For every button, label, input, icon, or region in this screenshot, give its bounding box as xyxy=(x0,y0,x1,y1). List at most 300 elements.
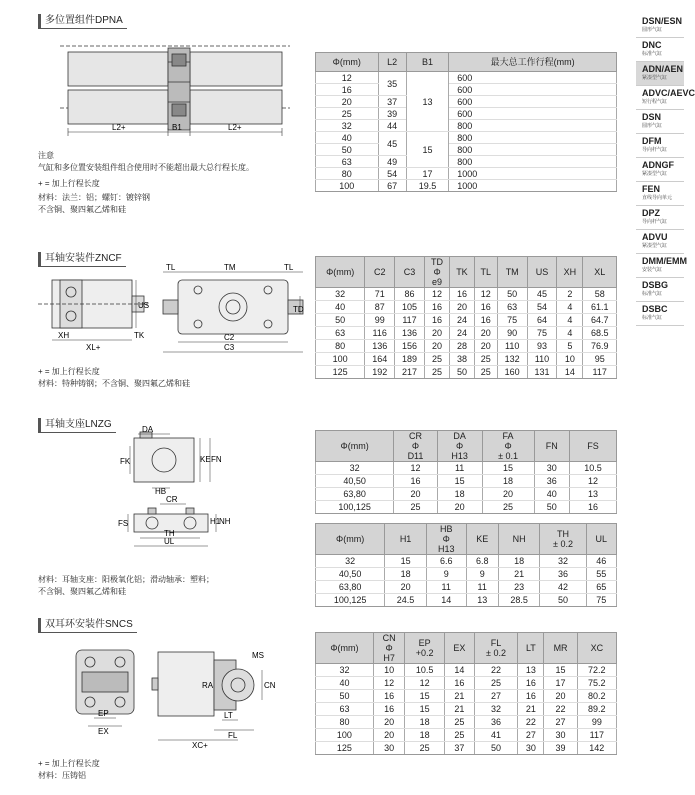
dpna-table xyxy=(315,52,617,192)
table-cell: 40 xyxy=(316,132,379,144)
table-cell: 32 xyxy=(474,703,518,716)
table-cell: 17 xyxy=(544,677,577,690)
material-line-2: 不含铜、聚四氟乙烯和硅 xyxy=(38,587,126,596)
dim-l2-left: L2+ xyxy=(112,123,126,132)
column-header: C3 xyxy=(395,257,425,288)
lnzg-drawing xyxy=(100,425,231,552)
table-cell: 20 xyxy=(482,488,534,501)
sidebar-item-dfm[interactable] xyxy=(636,134,684,158)
table-cell: 63,80 xyxy=(316,488,394,501)
sidebar-item-sub: 标准气缸 xyxy=(642,315,663,321)
column-header: XH xyxy=(557,257,583,288)
table-cell: 116 xyxy=(365,327,395,340)
dim-tl-right: TL xyxy=(284,263,294,272)
table-cell: 27 xyxy=(518,729,544,742)
table-cell: 22 xyxy=(518,716,544,729)
table-cell: 16 xyxy=(570,501,617,514)
table-cell: 19.5 xyxy=(406,180,448,192)
column-header: FA Φ ± 0.1 xyxy=(482,431,534,462)
table-cell: 16 xyxy=(474,314,497,327)
table-cell: 24.5 xyxy=(385,594,427,607)
table-cell: 22 xyxy=(544,703,577,716)
table-cell: 600 xyxy=(449,108,617,120)
table-cell: 25 xyxy=(474,353,497,366)
dpna-note xyxy=(38,150,254,216)
table-cell: 16 xyxy=(445,677,475,690)
table-cell: 164 xyxy=(365,353,395,366)
table-cell: 4 xyxy=(557,327,583,340)
dim-hb: HB xyxy=(155,487,167,496)
table-cell: 36 xyxy=(534,475,569,488)
table-cell: 86 xyxy=(395,288,425,301)
table-cell: 25 xyxy=(445,729,475,742)
table-row xyxy=(316,144,617,156)
table-cell: 32 xyxy=(316,664,374,677)
table-row xyxy=(316,288,617,301)
table-cell: 10 xyxy=(557,353,583,366)
sidebar-item-sub: 紧凑型气缸 xyxy=(642,243,668,249)
table-row xyxy=(316,555,617,568)
table-cell: 13 xyxy=(466,594,498,607)
table-cell: 80 xyxy=(316,340,365,353)
table-cell: 50 xyxy=(540,594,586,607)
table-cell: 72.2 xyxy=(577,664,616,677)
table-cell: 1000 xyxy=(449,168,617,180)
table-cell: 15 xyxy=(544,664,577,677)
table-cell: 30 xyxy=(373,742,404,755)
note-text: 气缸和多位置安装组件组合使用时不能超出最大总行程长度。 xyxy=(38,163,254,172)
table-cell: 12 xyxy=(424,288,449,301)
sidebar-item-sub: 安装气缸 xyxy=(642,267,663,273)
dim-ex: EX xyxy=(98,727,109,736)
sidebar-item-sub: 直线导向单元 xyxy=(642,195,673,201)
sidebar-item-code: ADVC/AEVC xyxy=(642,88,695,98)
table-cell: 80 xyxy=(316,168,379,180)
table-cell: 100 xyxy=(316,180,379,192)
table-cell: 15 xyxy=(405,690,445,703)
dim-cr: CR xyxy=(166,495,178,504)
table-cell: 20 xyxy=(474,340,497,353)
table-cell: 21 xyxy=(445,690,475,703)
table-cell: 76.9 xyxy=(583,340,617,353)
table-cell: 63 xyxy=(316,703,374,716)
table-cell: 5 xyxy=(557,340,583,353)
sidebar-item-code: DNC xyxy=(642,40,662,50)
table-header-row xyxy=(316,431,617,462)
table-cell: 25 xyxy=(482,501,534,514)
table-cell: 75 xyxy=(527,327,557,340)
column-header: L2 xyxy=(378,53,406,72)
table-cell: 67 xyxy=(378,180,406,192)
table-cell: 30 xyxy=(518,742,544,755)
table-row xyxy=(316,366,617,379)
table-cell: 61.1 xyxy=(583,301,617,314)
material-line-2: 不含铜、聚四氟乙烯和硅 xyxy=(38,205,126,214)
table-cell: 12 xyxy=(316,72,379,84)
table-cell: 89.2 xyxy=(577,703,616,716)
sidebar-item-code: ADVU xyxy=(642,232,668,242)
product-sidebar xyxy=(636,14,695,326)
dim-ra: RA xyxy=(202,681,214,690)
table-row xyxy=(316,132,617,144)
dim-ul: UL xyxy=(164,537,175,546)
sidebar-item-code: DSBC xyxy=(642,304,668,314)
sidebar-item-code: ADN/AEN xyxy=(642,64,684,74)
table-cell: 20 xyxy=(373,716,404,729)
lnzg-table-1 xyxy=(315,430,617,514)
table-cell: 1000 xyxy=(449,180,617,192)
sidebar-item-code: DMM/EMM xyxy=(642,256,687,266)
table-cell: 63,80 xyxy=(316,581,385,594)
table-cell: 71 xyxy=(365,288,395,301)
table-cell: 20 xyxy=(544,690,577,703)
table-cell: 13 xyxy=(518,664,544,677)
table-cell: 125 xyxy=(316,366,365,379)
dim-h1: H1 xyxy=(210,517,221,526)
table-cell: 21 xyxy=(518,703,544,716)
zncf-drawing xyxy=(38,263,308,358)
table-cell: 20 xyxy=(424,340,449,353)
sidebar-item-code: DPZ xyxy=(642,208,660,218)
dim-ms: MS xyxy=(252,651,264,660)
table-cell: 45 xyxy=(378,132,406,156)
sidebar-item-code: ADNGF xyxy=(642,160,674,170)
table-cell: 10.5 xyxy=(570,462,617,475)
table-cell: 63 xyxy=(497,301,527,314)
table-row xyxy=(316,353,617,366)
table-cell: 25 xyxy=(424,353,449,366)
table-cell: 600 xyxy=(449,72,617,84)
material-line: 材料：压铸铝 xyxy=(38,771,86,780)
table-cell: 110 xyxy=(497,340,527,353)
table-cell: 39 xyxy=(378,108,406,120)
table-cell: 136 xyxy=(365,340,395,353)
dim-tk: TK xyxy=(134,331,145,340)
table-cell: 75.2 xyxy=(577,677,616,690)
column-header: H1 xyxy=(385,524,427,555)
table-cell: 54 xyxy=(378,168,406,180)
table-cell: 58 xyxy=(583,288,617,301)
table-cell: 15 xyxy=(482,462,534,475)
table-row xyxy=(316,664,617,677)
table-row xyxy=(316,462,617,475)
column-header: Φ(mm) xyxy=(316,53,379,72)
sidebar-item-sub: 紧凑型气缸 xyxy=(642,75,668,81)
sncs-table xyxy=(315,632,617,755)
table-cell: 20 xyxy=(385,581,427,594)
table-cell: 32 xyxy=(540,555,586,568)
table-row xyxy=(316,690,617,703)
sidebar-item-sub: 圆形气缸 xyxy=(642,123,663,129)
table-cell: 4 xyxy=(557,301,583,314)
table-cell: 40,50 xyxy=(316,568,385,581)
dim-fn: FN xyxy=(211,455,222,464)
column-header: UL xyxy=(586,524,617,555)
table-cell: 11 xyxy=(426,581,466,594)
table-cell: 75 xyxy=(497,314,527,327)
table-row xyxy=(316,156,617,168)
material-line-1: 材料：耳轴支座：阳极氧化铝；滑动轴承：塑料； xyxy=(38,575,214,584)
dim-c2: C2 xyxy=(224,333,235,342)
table-cell: 2 xyxy=(557,288,583,301)
table-cell: 20 xyxy=(316,96,379,108)
table-cell: 50 xyxy=(534,501,569,514)
column-header: B1 xyxy=(406,53,448,72)
table-cell: 32 xyxy=(316,462,394,475)
sidebar-item-sub: 短行程气缸 xyxy=(642,99,668,105)
table-cell: 125 xyxy=(316,742,374,755)
column-header: FL ± 0.2 xyxy=(474,633,518,664)
sidebar-item-dnc[interactable] xyxy=(636,38,684,62)
table-cell: 800 xyxy=(449,144,617,156)
column-header: HB Φ H13 xyxy=(426,524,466,555)
table-cell: 50 xyxy=(450,366,475,379)
table-cell: 192 xyxy=(365,366,395,379)
table-row xyxy=(316,84,617,96)
table-cell: 25 xyxy=(405,742,445,755)
table-cell: 28.5 xyxy=(498,594,540,607)
sidebar-item-advc-aevc[interactable] xyxy=(636,86,695,110)
table-cell: 55 xyxy=(586,568,617,581)
column-header: EX xyxy=(445,633,475,664)
table-cell: 40 xyxy=(316,301,365,314)
column-header: XC xyxy=(577,633,616,664)
table-cell: 99 xyxy=(365,314,395,327)
table-cell: 16 xyxy=(450,288,475,301)
table-cell: 12 xyxy=(373,677,404,690)
table-cell: 16 xyxy=(316,84,379,96)
column-header: MR xyxy=(544,633,577,664)
table-cell: 37 xyxy=(378,96,406,108)
dim-tl-left: TL xyxy=(166,263,176,272)
table-cell: 27 xyxy=(474,690,518,703)
table-cell: 100 xyxy=(316,353,365,366)
table-cell: 14 xyxy=(557,366,583,379)
table-cell: 105 xyxy=(395,301,425,314)
plus-note: + = 加上行程长度 xyxy=(38,759,100,768)
table-cell: 217 xyxy=(395,366,425,379)
table-cell: 25 xyxy=(394,501,437,514)
sidebar-item-adngf[interactable] xyxy=(636,158,684,182)
table-cell: 20 xyxy=(450,301,475,314)
sidebar-item-sub: 圆形气缸 xyxy=(642,27,663,33)
table-cell: 16 xyxy=(373,690,404,703)
table-row xyxy=(316,581,617,594)
table-cell: 32 xyxy=(316,288,365,301)
table-cell: 22 xyxy=(474,664,518,677)
dim-c3: C3 xyxy=(224,343,235,352)
table-cell: 30 xyxy=(544,729,577,742)
table-cell: 13 xyxy=(406,72,448,132)
table-cell: 44 xyxy=(378,120,406,132)
column-header: TH ± 0.2 xyxy=(540,524,586,555)
dim-ep: EP xyxy=(98,709,109,718)
table-cell: 15 xyxy=(405,703,445,716)
sidebar-item-dpz[interactable] xyxy=(636,206,684,230)
table-row xyxy=(316,488,617,501)
table-row xyxy=(316,594,617,607)
table-cell: 40 xyxy=(534,488,569,501)
table-cell: 39 xyxy=(544,742,577,755)
table-row xyxy=(316,729,617,742)
table-cell: 27 xyxy=(544,716,577,729)
table-header-row xyxy=(316,257,617,288)
table-cell: 12 xyxy=(394,462,437,475)
table-cell: 36 xyxy=(474,716,518,729)
table-row xyxy=(316,120,617,132)
table-cell: 80.2 xyxy=(577,690,616,703)
table-cell: 18 xyxy=(405,729,445,742)
table-row xyxy=(316,96,617,108)
sidebar-item-advu[interactable] xyxy=(636,230,684,254)
table-cell: 24 xyxy=(450,314,475,327)
table-cell: 131 xyxy=(527,366,557,379)
dim-tm: TM xyxy=(224,263,236,272)
table-cell: 99 xyxy=(577,716,616,729)
table-cell: 21 xyxy=(498,568,540,581)
table-cell: 46 xyxy=(586,555,617,568)
dim-td: TD xyxy=(293,305,304,314)
dim-fk: FK xyxy=(120,457,131,466)
table-cell: 23 xyxy=(498,581,540,594)
table-cell: 9 xyxy=(466,568,498,581)
sidebar-item-dsn[interactable] xyxy=(636,110,684,134)
table-cell: 17 xyxy=(406,168,448,180)
table-row xyxy=(316,742,617,755)
table-row xyxy=(316,327,617,340)
table-cell: 100,125 xyxy=(316,594,385,607)
table-row xyxy=(316,314,617,327)
table-cell: 93 xyxy=(527,340,557,353)
sidebar-item-dsbg[interactable] xyxy=(636,278,684,302)
table-cell: 117 xyxy=(577,729,616,742)
table-cell: 600 xyxy=(449,96,617,108)
table-cell: 16 xyxy=(518,677,544,690)
sidebar-item-code: DFM xyxy=(642,136,662,146)
table-cell: 40,50 xyxy=(316,475,394,488)
column-header: Φ(mm) xyxy=(316,431,394,462)
table-cell: 25 xyxy=(424,366,449,379)
table-cell: 25 xyxy=(474,677,518,690)
table-cell: 14 xyxy=(426,594,466,607)
sidebar-item-code: DSN xyxy=(642,112,662,122)
table-cell: 32 xyxy=(316,555,385,568)
table-cell: 18 xyxy=(437,488,482,501)
table-cell: 38 xyxy=(450,353,475,366)
table-row xyxy=(316,475,617,488)
sidebar-item-sub: 标准气缸 xyxy=(642,291,663,297)
table-cell: 4 xyxy=(557,314,583,327)
table-cell: 800 xyxy=(449,156,617,168)
table-row xyxy=(316,168,617,180)
table-cell: 12 xyxy=(405,677,445,690)
column-header: Φ(mm) xyxy=(316,633,374,664)
table-cell: 50 xyxy=(474,742,518,755)
table-cell: 68.5 xyxy=(583,327,617,340)
table-cell: 63 xyxy=(316,327,365,340)
table-cell: 21 xyxy=(445,703,475,716)
dim-l2-right: L2+ xyxy=(228,123,242,132)
dim-xl: XL+ xyxy=(86,343,101,352)
table-cell: 35 xyxy=(378,72,406,96)
table-cell: 20 xyxy=(474,327,497,340)
table-cell: 20 xyxy=(373,729,404,742)
table-cell: 6.8 xyxy=(466,555,498,568)
sidebar-item-adn-aen[interactable] xyxy=(636,62,684,86)
column-header: C2 xyxy=(365,257,395,288)
table-cell: 90 xyxy=(497,327,527,340)
table-cell: 16 xyxy=(424,314,449,327)
table-row xyxy=(316,301,617,314)
table-cell: 18 xyxy=(385,568,427,581)
sncs-drawing xyxy=(66,630,286,752)
table-cell: 24 xyxy=(450,327,475,340)
column-header: Φ(mm) xyxy=(316,257,365,288)
zncf-note xyxy=(38,366,190,390)
dim-cn: CN xyxy=(264,681,276,690)
table-cell: 18 xyxy=(405,716,445,729)
table-cell: 117 xyxy=(395,314,425,327)
table-header-row xyxy=(316,524,617,555)
table-cell: 16 xyxy=(424,301,449,314)
column-header: DA Φ H13 xyxy=(437,431,482,462)
column-header: CN Φ H7 xyxy=(373,633,404,664)
table-cell: 16 xyxy=(394,475,437,488)
table-cell: 11 xyxy=(466,581,498,594)
lnzg-note xyxy=(38,574,214,598)
table-cell: 16 xyxy=(474,301,497,314)
zncf-table xyxy=(315,256,617,379)
dim-fl: FL xyxy=(228,731,238,740)
table-cell: 160 xyxy=(497,366,527,379)
dim-xc: XC+ xyxy=(192,741,208,750)
section-title-zncf: 耳轴安装件ZNCF xyxy=(38,252,126,267)
sidebar-item-fen[interactable] xyxy=(636,182,684,206)
sncs-note xyxy=(38,758,100,782)
table-cell: 16 xyxy=(373,703,404,716)
table-cell: 6.6 xyxy=(426,555,466,568)
table-cell: 110 xyxy=(527,353,557,366)
table-cell: 50 xyxy=(316,144,379,156)
table-cell: 54 xyxy=(527,301,557,314)
note-heading: 注意 xyxy=(38,151,54,160)
material-line-1: 材料：法兰：铝；螺钉：镀锌钢 xyxy=(38,193,150,202)
table-cell: 32 xyxy=(316,120,379,132)
table-cell: 156 xyxy=(395,340,425,353)
table-cell: 49 xyxy=(378,156,406,168)
material-line: 材料：特种铸钢；不含铜、聚四氟乙烯和硅 xyxy=(38,379,190,388)
table-cell: 50 xyxy=(316,690,374,703)
sidebar-item-dmm-emm[interactable] xyxy=(636,254,687,278)
table-cell: 800 xyxy=(449,132,617,144)
table-cell: 95 xyxy=(583,353,617,366)
table-cell: 15 xyxy=(437,475,482,488)
table-cell: 15 xyxy=(406,132,448,168)
table-cell: 75 xyxy=(586,594,617,607)
dim-us: US xyxy=(138,301,150,310)
sidebar-item-dsbc[interactable] xyxy=(636,302,684,326)
column-header: CR Φ D11 xyxy=(394,431,437,462)
table-cell: 64 xyxy=(527,314,557,327)
dim-lt: LT xyxy=(224,711,233,720)
lnzg-table-2 xyxy=(315,523,617,607)
table-row xyxy=(316,340,617,353)
column-header: XL xyxy=(583,257,617,288)
sidebar-item-dsn-esn[interactable] xyxy=(636,14,684,38)
column-header: EP +0.2 xyxy=(405,633,445,664)
column-header: US xyxy=(527,257,557,288)
table-cell: 50 xyxy=(316,314,365,327)
